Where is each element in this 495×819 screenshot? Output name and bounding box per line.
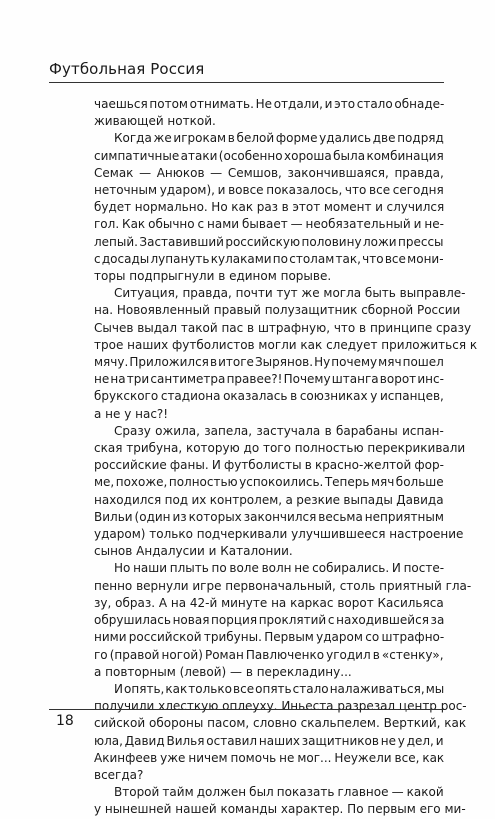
text-line: Вильи (один из которых закончился весьма неприятным xyxy=(94,509,444,524)
header-divider xyxy=(49,82,444,83)
text-line: неточным ударом), и вовсе показалось, что все сегодня xyxy=(94,183,444,198)
text-line: гол. Как обычно с нами бывает — необязательный и не- xyxy=(94,217,444,232)
text-line: а не у нас?! xyxy=(94,406,169,421)
text-line: И опять, как только все опять стало налаживаться, мы xyxy=(114,681,445,696)
text-line: а повторным (левой) — в перекладину... xyxy=(94,664,352,679)
text-line: ними российской трибуны. Первым ударом со штрафно- xyxy=(94,630,445,645)
text-line: Семак — Анюков — Семшов, закончившаяся, правда, xyxy=(94,165,444,180)
text-line: на. Новоявленный правый полузащитник сборной России xyxy=(94,303,461,318)
text-line: Сразу ожила, запела, застучала в барабаны испан- xyxy=(114,423,444,438)
page-number: 18 xyxy=(56,713,74,729)
text-line: го (правой ногой) Роман Павлюченко угодил в «стенку», xyxy=(94,647,444,662)
text-line: юла, Давид Вилья оставил наших защитников не у дел, и xyxy=(94,733,444,748)
text-line: брукского стадиона оказалась в союзниках у испанцев, xyxy=(94,389,444,404)
text-line: с досады лупануть кулаками по столам так, что все мони- xyxy=(94,251,444,266)
text-line: Но наши плыть по воле волн не собирались. И посте- xyxy=(114,561,445,576)
body-text xyxy=(94,96,478,819)
text-line: торы подпрыгнули в едином порыве. xyxy=(94,269,332,284)
text-line: симпатичные атаки (особенно хороша была комбинация xyxy=(94,148,444,163)
text-line: чаешься потом отнимать. Не отдали, и это стало обнаде- xyxy=(94,97,445,111)
text-line: живающей ноткой. xyxy=(94,114,216,129)
text-line: Когда же игрокам в белой форме удались две подряд xyxy=(114,131,444,146)
text-line: будет нормально. Но как раз в этот момент и случился xyxy=(94,200,445,215)
text-line: ударом) только подчеркивали улучшившееся настроение xyxy=(94,527,464,542)
text-line: Второй тайм должен был показать главное — какой xyxy=(114,785,444,800)
text-line: зу, образ. А на 42-й минуте на каркас ворот Касильяса xyxy=(94,595,444,610)
text-line: российские фаны. И футболисты в красно-желтой фор- xyxy=(94,458,444,473)
text-line: сынов Андалусии и Каталонии. xyxy=(94,544,293,559)
running-header: Футбольная Россия xyxy=(49,60,205,78)
text-line: находился под их контролем, а резкие выпады Давида xyxy=(94,492,444,507)
text-line: ме, похоже, полностью успокоились. Теперь мяч больше xyxy=(94,475,444,490)
text-line: всегда? xyxy=(94,767,144,782)
text-line: мячу. Приложился в итоге Зырянов. Ну почему мяч пошел xyxy=(94,355,444,370)
text-line: Акинфеев уже ничем помочь не мог... Неужели все, как xyxy=(94,750,445,765)
text-line: лепый. Заставивший российскую половину ложи прессы xyxy=(94,234,444,249)
text-line: у нынешней нашей команды характер. По первым его ми- xyxy=(94,802,466,817)
text-line: обрушилась новая порция проклятий с находившейся за xyxy=(94,613,445,628)
text-line: Ситуация, правда, почти тут же могла быть выправле- xyxy=(114,286,466,301)
text-line: получили хлесткую оплеуху. Иньеста разрезал центр рос- xyxy=(94,699,467,714)
text-line: ская трибуна, которую до того полностью перекрикивали xyxy=(94,441,466,456)
text-line: не на три сантиметра правее?! Почему штанга ворот инс- xyxy=(94,372,444,387)
text-line: Сычев выдал такой пас в штрафную, что в принципе сразу xyxy=(94,320,472,335)
text-line: пенно вернули игре первоначальный, столь приятный гла- xyxy=(94,578,472,593)
footer-divider xyxy=(49,709,444,710)
text-line: трое наших футболистов могли как следует приложиться к xyxy=(94,337,478,352)
text-line: сийской обороны пасом, словно скальпелем. Верткий, как xyxy=(94,716,467,731)
